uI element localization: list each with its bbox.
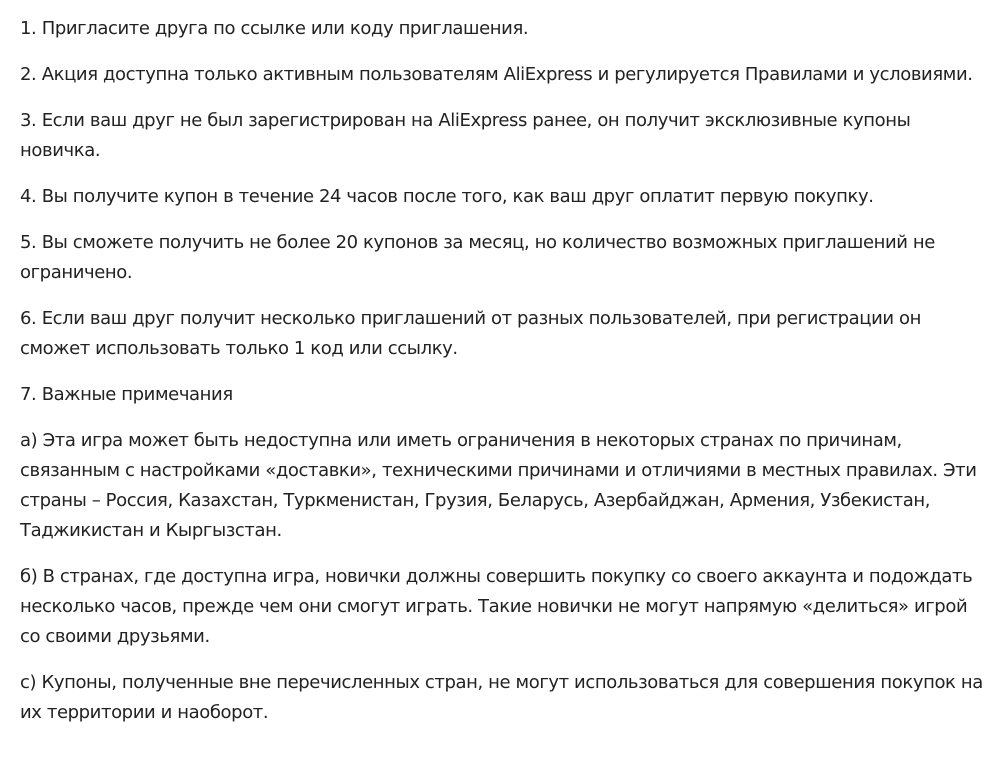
rule-active-users: 2. Акция доступна только активным пользователям AliExpress и регулируется Правилами и условиями. bbox=[20, 64, 973, 85]
note-newcomer-purchase: б) В странах, где доступна игра, новички должны совершить покупку со своего аккаунта и подождать несколько часов, прежде чем они смогут играть. Такие новички не могут напрямую «делиться» игрой со своими друзьями. bbox=[20, 566, 973, 647]
note-coupon-territory: с) Купоны, полученные вне перечисленных стран, не могут использоваться для совершения покупок на их территории и наоборот. bbox=[20, 672, 983, 723]
rule-single-code: 6. Если ваш друг получит несколько приглашений от разных пользователей, при регистрации он сможет использовать только 1 код или ссылку. bbox=[20, 308, 922, 359]
rule-monthly-limit: 5. Вы сможете получить не более 20 купонов за месяц, но количество возможных приглашений не ограничено. bbox=[20, 232, 935, 283]
rule-important-notes-heading: 7. Важные примечания bbox=[20, 384, 233, 405]
rule-new-user-coupons: 3. Если ваш друг не был зарегистрирован на AliExpress ранее, он получит эксклюзивные купоны новичка. bbox=[20, 110, 911, 161]
note-country-restrictions: а) Эта игра может быть недоступна или иметь ограничения в некоторых странах по причинам, связанным с настройками «доставки», техническими причинами и отличиями в местных правилах. Эти страны – Россия, Казахстан, Туркменистан, Грузия, Беларусь, Азербайджан, Армения, Узбекистан, Таджикистан и Кыргызстан. bbox=[20, 430, 977, 541]
rule-coupon-timing: 4. Вы получите купон в течение 24 часов после того, как ваш друг оплатит первую покупку. bbox=[20, 186, 874, 207]
rule-invite-friend: 1. Пригласите друга по ссылке или коду приглашения. bbox=[20, 18, 529, 39]
